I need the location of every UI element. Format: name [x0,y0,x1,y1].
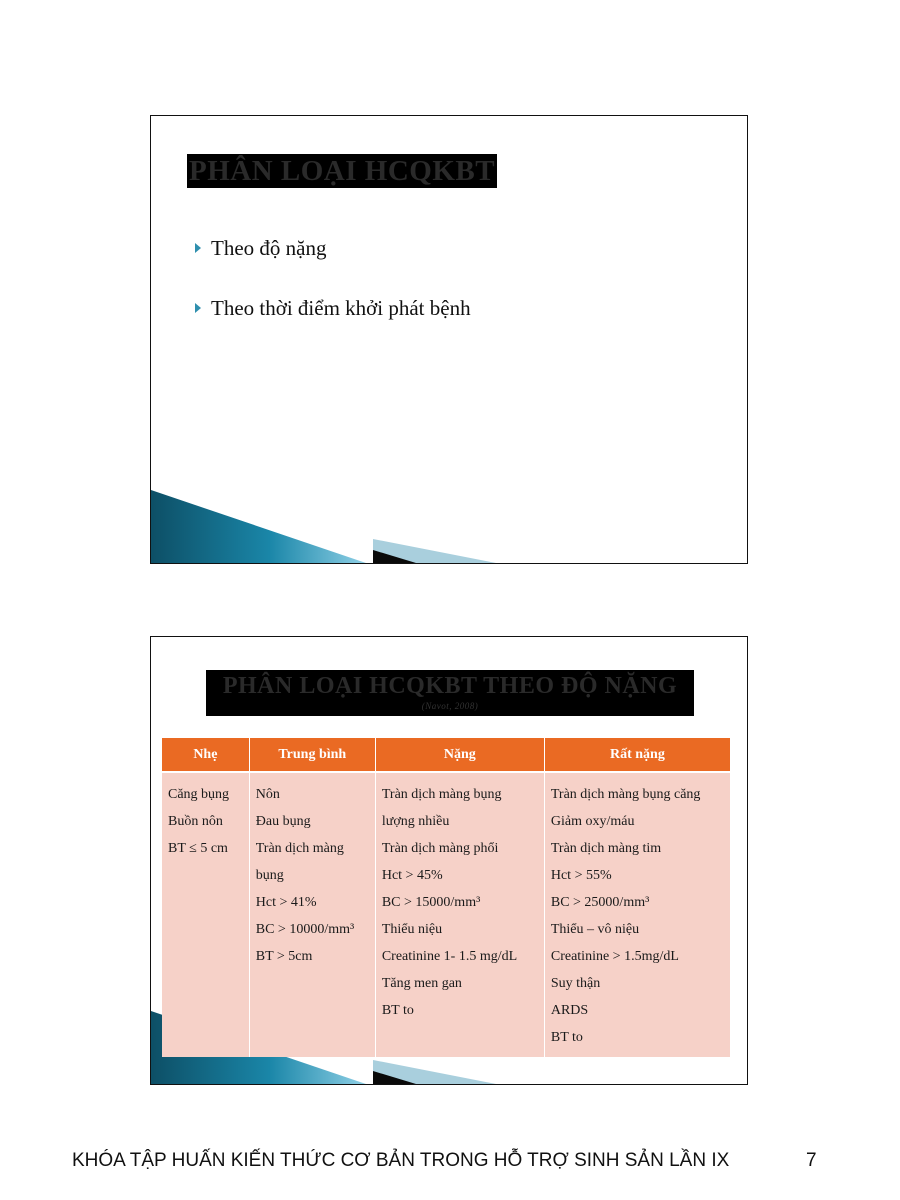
cell-line: Buồn nôn [168,814,223,829]
cell-line: Creatinine > 1.5mg/dL [550,949,679,964]
corner-wave-decoration [151,488,748,563]
page-number: 7 [806,1150,817,1171]
slide-title: PHÂN LOẠI HCQKBT [189,155,496,187]
cell-line: BT to [381,1003,414,1018]
footer-course-title: KHÓA TẬP HUẤN KIẾN THỨC CƠ BẢN TRONG HỖ TRỢ SINH SẢN LẦN IX [72,1150,730,1171]
cell-very-severe [544,772,730,1057]
severity-table [162,738,730,1057]
cell-line: Hct > 45% [381,868,443,883]
cell-line: BC > 15000/mm³ [381,895,481,910]
triangle-bullet-icon [195,243,201,253]
cell-line: bụng [255,868,284,883]
cell-severe [375,772,544,1057]
triangle-bullet-icon [195,303,201,313]
page-footer [72,1150,832,1176]
bullet-item [195,294,471,322]
cell-line: Hct > 55% [550,868,612,883]
bullet-item [195,234,471,262]
cell-mild [162,772,249,1057]
cell-line: BT ≤ 5 cm [168,841,228,856]
cell-line: Tăng men gan [381,976,462,991]
cell-moderate [249,772,375,1057]
header-mild: Nhẹ [162,738,249,772]
cell-line: Nôn [255,787,280,802]
slide-title [206,670,694,716]
table-header-row [162,738,730,772]
bullet-text: Theo độ nặng [211,236,327,260]
cell-line: Giảm oxy/máu [550,814,635,829]
slide-1 [150,115,748,564]
cell-line: BC > 10000/mm³ [255,922,355,937]
cell-line: Tràn dịch màng phổi [381,841,499,856]
cell-line: Suy thận [550,976,601,991]
cell-line: BT > 5cm [255,949,313,964]
cell-line: Đau bụng [255,814,311,829]
cell-line: Tràn dịch màng bụng căng [550,787,701,802]
cell-line: Hct > 41% [255,895,317,910]
cell-line: Creatinine 1- 1.5 mg/dL [381,949,518,964]
table-row [162,772,730,1057]
slide-title-text: PHÂN LOẠI HCQKBT THEO ĐỘ NẶNG [222,673,678,699]
bullet-list [195,234,471,354]
cell-line: BT to [550,1030,583,1045]
header-moderate: Trung bình [249,738,375,772]
bullet-text: Theo thời điểm khởi phát bệnh [211,296,471,320]
cell-line: BC > 25000/mm³ [550,895,650,910]
slide-2 [150,636,748,1085]
header-very-severe: Rất nặng [544,738,730,772]
cell-line: ARDS [550,1003,589,1018]
cell-line: Thiểu – vô niệu [550,922,640,937]
cell-line: Tràn dịch màng [255,841,344,856]
header-severe: Nặng [375,738,544,772]
cell-line: Tràn dịch màng bụng [381,787,502,802]
slide-source-citation: (Navot, 2008) [421,701,479,711]
cell-line: lượng nhiều [381,814,450,829]
cell-line: Tràn dịch màng tim [550,841,662,856]
cell-line: Thiểu niệu [381,922,443,937]
cell-line: Căng bụng [168,787,230,802]
